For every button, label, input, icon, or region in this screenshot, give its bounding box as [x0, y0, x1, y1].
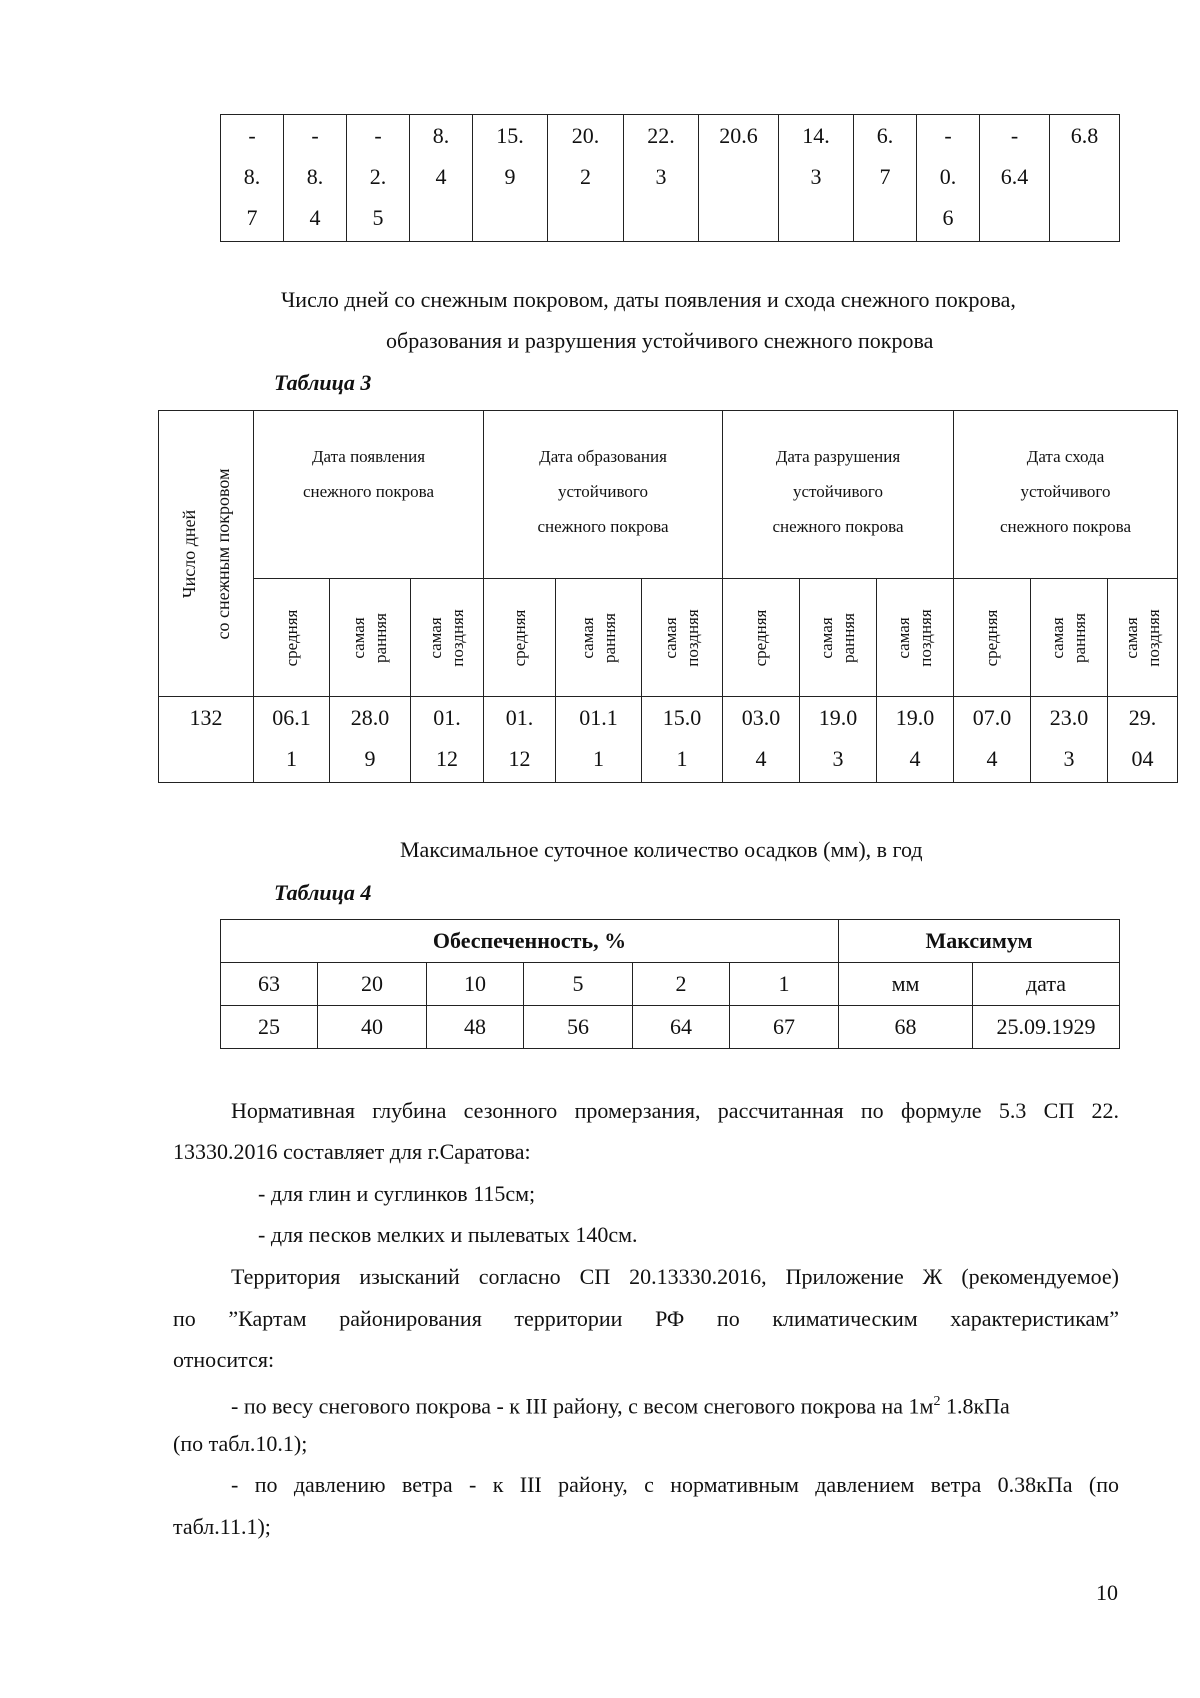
table-cell: 07.0 4: [954, 697, 1031, 783]
group-header: Дата появления снежного покрова: [254, 411, 484, 579]
table-cell: 28.0 9: [330, 697, 411, 783]
table-cell: 5: [524, 963, 633, 1006]
table-cell: 20.6: [699, 115, 779, 242]
table-cell: 03.0 4: [723, 697, 800, 783]
table4-heading: Максимальное суточное количество осадков (мм), в год: [400, 837, 923, 862]
group-header: Дата образования устойчивого снежного покрова: [484, 411, 723, 579]
temperature-table-continuation: [220, 114, 1120, 242]
table-cell: 15.0 1: [642, 697, 723, 783]
subheader-cell: средняя: [484, 579, 556, 697]
subheader-cell: самая поздняя: [877, 579, 954, 697]
paragraph-wind-line1: - по давлению ветра - к III району, с нормативным давлением ветра 0.38кПа (по: [231, 1472, 1119, 1497]
table-cell: 6. 7: [854, 115, 917, 242]
table-cell: 132: [159, 697, 254, 783]
paragraph-territory-line3: относится:: [173, 1347, 275, 1372]
subheader-cell: самая ранняя: [1031, 579, 1108, 697]
table-cell: - 8. 4: [284, 115, 347, 242]
table-subheader-row: [221, 963, 1120, 1006]
precipitation-table: [220, 919, 1120, 1049]
days-with-snow-header: Число дней со снежным покровом: [159, 411, 254, 697]
table-cell: - 8. 7: [221, 115, 284, 242]
table-cell: 14. 3: [779, 115, 854, 242]
subheader-cell: самая ранняя: [330, 579, 411, 697]
paragraph-territory-line1: Территория изысканий согласно СП 20.13330.2016, Приложение Ж (рекомендуемое): [231, 1264, 1119, 1289]
table-cell: 68: [839, 1006, 973, 1049]
table-cell: - 0. 6: [917, 115, 980, 242]
table-cell: 19.0 3: [800, 697, 877, 783]
table-cell: 63: [221, 963, 318, 1006]
paragraph-frost-depth-line2: 13330.2016 составляет для г.Саратова:: [173, 1139, 531, 1164]
paragraph-snow-load-line2: (по табл.10.1);: [173, 1431, 308, 1456]
group-header: Дата схода устойчивого снежного покрова: [954, 411, 1178, 579]
subheader-cell: самая ранняя: [556, 579, 642, 697]
table-subheader-row: [159, 579, 1178, 697]
table-cell: 20. 2: [548, 115, 624, 242]
table-cell: 8. 4: [410, 115, 473, 242]
table-cell: 20: [318, 963, 427, 1006]
paragraph-wind-line2: табл.11.1);: [173, 1514, 271, 1539]
page-number: 10: [1096, 1580, 1118, 1605]
snow-cover-table: [158, 410, 1178, 783]
table-cell: 15. 9: [473, 115, 548, 242]
subheader-cell: средняя: [723, 579, 800, 697]
subheader-cell: самая поздняя: [1108, 579, 1178, 697]
table-cell: 01. 12: [411, 697, 484, 783]
table-cell: 64: [633, 1006, 730, 1049]
table-cell: 1: [730, 963, 839, 1006]
table-cell: 25.09.1929: [973, 1006, 1120, 1049]
table-cell: дата: [973, 963, 1120, 1006]
table-cell: 01.1 1: [556, 697, 642, 783]
paragraph-territory-line2: по ”Картам районирования территории РФ по климатическим характеристикам”: [173, 1306, 1119, 1331]
table-cell: 67: [730, 1006, 839, 1049]
bullet-clay: - для глин и суглинков 115см;: [258, 1181, 536, 1206]
subheader-cell: самая ранняя: [800, 579, 877, 697]
table-cell: 19.0 4: [877, 697, 954, 783]
table-cell: 2: [633, 963, 730, 1006]
group-header: Дата разрушения устойчивого снежного покрова: [723, 411, 954, 579]
table-cell: 23.0 3: [1031, 697, 1108, 783]
table-cell: - 2. 5: [347, 115, 410, 242]
table-cell: 01. 12: [484, 697, 556, 783]
paragraph-snow-load-line1: - по весу снегового покрова - к III району, с весом снегового покрова на $1м^2$ 1.8кПа: [231, 1393, 1010, 1419]
table-cell: 25: [221, 1006, 318, 1049]
table4-caption: Таблица 4: [274, 880, 372, 905]
paragraph-frost-depth-line1: Нормативная глубина сезонного промерзания, рассчитанная по формуле 5.3 СП 22.: [231, 1098, 1119, 1123]
table-row: [221, 1006, 1120, 1049]
table-cell: 06.1 1: [254, 697, 330, 783]
table-row: [221, 115, 1120, 242]
table3-heading-line2: образования и разрушения устойчивого снежного покрова: [386, 328, 934, 353]
table-cell: 48: [427, 1006, 524, 1049]
table-cell: 22. 3: [624, 115, 699, 242]
table3-heading-line1: Число дней со снежным покровом, даты появления и схода снежного покрова,: [281, 287, 1016, 312]
probability-header: Обеспеченность, %: [221, 920, 839, 963]
maximum-header: Максимум: [839, 920, 1120, 963]
table-row: [159, 697, 1178, 783]
table-cell: 40: [318, 1006, 427, 1049]
bullet-sand: - для песков мелких и пылеватых 140см.: [258, 1222, 638, 1247]
table-cell: 56: [524, 1006, 633, 1049]
table-header-row: [221, 920, 1120, 963]
table-cell: мм: [839, 963, 973, 1006]
table-cell: 6.8: [1050, 115, 1120, 242]
subheader-cell: самая поздняя: [411, 579, 484, 697]
table3-caption: Таблица 3: [274, 370, 372, 395]
table-cell: - 6.4: [980, 115, 1050, 242]
table-header-row: [159, 411, 1178, 579]
subheader-cell: средняя: [254, 579, 330, 697]
table-cell: 29. 04: [1108, 697, 1178, 783]
subheader-cell: самая поздняя: [642, 579, 723, 697]
subheader-cell: средняя: [954, 579, 1031, 697]
table-cell: 10: [427, 963, 524, 1006]
